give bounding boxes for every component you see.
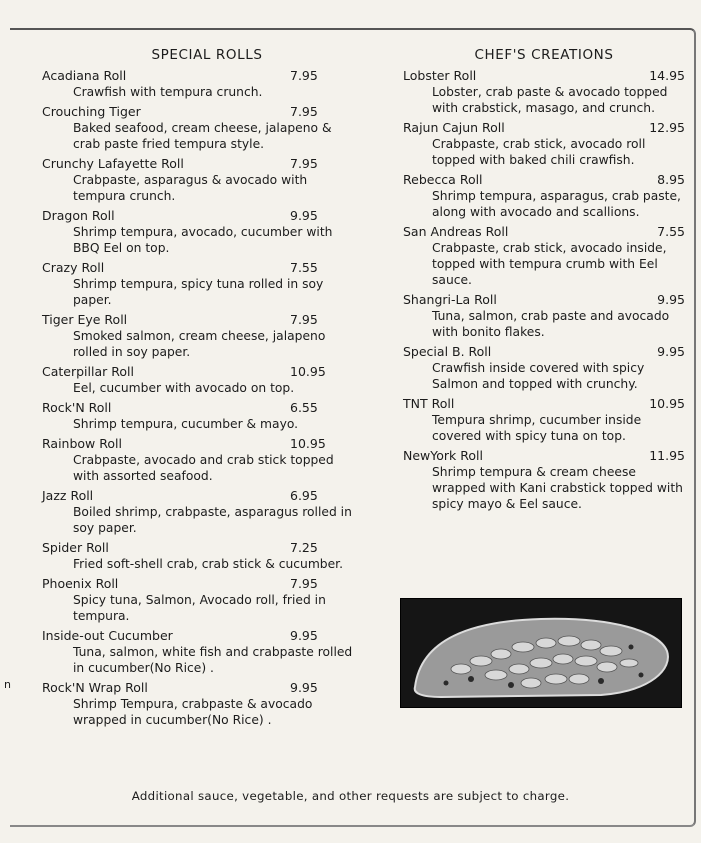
menu-item-header — [42, 400, 362, 416]
menu-item-price: 7.95 — [290, 156, 318, 171]
chefs-creations-list — [403, 68, 685, 512]
menu-item-name: TNT Roll — [403, 396, 455, 411]
menu-item-description: Baked seafood, cream cheese, jalapeno & crab paste fried tempura style. — [73, 121, 332, 151]
menu-item-price: 7.25 — [290, 540, 318, 555]
menu-item-price: 9.95 — [290, 628, 318, 643]
menu-item-description: Crabpaste, crab stick, avocado roll topped with baked chili crawfish. — [432, 137, 646, 167]
menu-item — [42, 156, 362, 204]
menu-item — [42, 68, 362, 100]
menu-item-name: San Andreas Roll — [403, 224, 509, 239]
menu-item-header — [42, 104, 362, 120]
sushi-platter-photo — [400, 598, 682, 708]
menu-item-price: 9.95 — [657, 292, 685, 307]
menu-item-price: 7.95 — [290, 104, 318, 119]
menu-item-price: 10.95 — [290, 436, 326, 451]
menu-item — [42, 540, 362, 572]
menu-item-header — [403, 120, 685, 136]
menu-item-price: 10.95 — [290, 364, 326, 379]
menu-item-name: Shangri-La Roll — [403, 292, 497, 307]
special-rolls-heading: SPECIAL ROLLS — [151, 47, 263, 63]
menu-item-name: Inside-out Cucumber — [42, 628, 173, 643]
menu-item — [403, 172, 685, 220]
menu-item-description: Spicy tuna, Salmon, Avocado roll, fried in tempura. — [73, 593, 326, 623]
menu-item-description: Smoked salmon, cream cheese, jalapeno rolled in soy paper. — [73, 329, 326, 359]
menu-item-description: Lobster, crab paste & avocado topped with crabstick, masago, and crunch. — [432, 85, 668, 115]
menu-item-description: Crabpaste, avocado and crab stick topped with assorted seafood. — [73, 453, 334, 483]
menu-item-price: 11.95 — [649, 448, 685, 463]
menu-item — [403, 448, 685, 512]
footer-note: Additional sauce, vegetable, and other requests are subject to charge. — [131, 789, 570, 803]
special-rolls-column — [42, 47, 362, 732]
menu-item-description: Shrimp tempura, cucumber & mayo. — [73, 417, 299, 431]
menu-item-description: Shrimp tempura, avocado, cucumber with BBQ Eel on top. — [73, 225, 333, 255]
menu-item-price: 8.95 — [657, 172, 685, 187]
menu-item-name: Rainbow Roll — [42, 436, 122, 451]
menu-item-header — [403, 448, 685, 464]
menu-item-header — [42, 364, 362, 380]
menu-item-description: Shrimp Tempura, crabpaste & avocado wrapped in cucumber(No Rice) . — [73, 697, 313, 727]
menu-item-header — [42, 488, 362, 504]
menu-item-price: 6.55 — [290, 400, 318, 415]
menu-item-header — [42, 540, 362, 556]
menu-item-name: Rock'N Wrap Roll — [42, 680, 148, 695]
menu-item-name: Crazy Roll — [42, 260, 105, 275]
menu-item-header — [42, 312, 362, 328]
menu-item-name: Rajun Cajun Roll — [403, 120, 505, 135]
menu-item-description: Crawfish with tempura crunch. — [73, 85, 263, 99]
menu-item-header — [42, 680, 362, 696]
menu-item-description: Tempura shrimp, cucumber inside covered with spicy tuna on top. — [432, 413, 642, 443]
menu-item — [42, 488, 362, 536]
menu-item-description: Eel, cucumber with avocado on top. — [73, 381, 295, 395]
menu-item-description: Shrimp tempura, asparagus, crab paste, along with avocado and scallions. — [432, 189, 681, 219]
menu-item — [403, 396, 685, 444]
menu-item-header — [42, 208, 362, 224]
menu-item-name: Rebecca Roll — [403, 172, 483, 187]
menu-item-name: NewYork Roll — [403, 448, 483, 463]
menu-item-price: 10.95 — [649, 396, 685, 411]
menu-item-description: Crabpaste, asparagus & avocado with tempura crunch. — [73, 173, 308, 203]
menu-item-name: Crunchy Lafayette Roll — [42, 156, 184, 171]
menu-item-price: 9.95 — [290, 208, 318, 223]
menu-item-description: Crawfish inside covered with spicy Salmon and topped with crunchy. — [432, 361, 645, 391]
menu-item-name: Tiger Eye Roll — [42, 312, 128, 327]
menu-item-price: 7.95 — [290, 68, 318, 83]
menu-item-header — [42, 436, 362, 452]
chefs-creations-heading: CHEF'S CREATIONS — [474, 47, 614, 63]
margin-mark: n — [4, 678, 11, 691]
menu-item-description: Tuna, salmon, white fish and crabpaste rolled in cucumber(No Rice) . — [73, 645, 353, 675]
menu-item-price: 7.95 — [290, 312, 318, 327]
menu-item-description: Boiled shrimp, crabpaste, asparagus rolled in soy paper. — [73, 505, 352, 535]
menu-item — [42, 400, 362, 432]
menu-item-name: Caterpillar Roll — [42, 364, 134, 379]
menu-item — [42, 436, 362, 484]
menu-item-price: 9.95 — [657, 344, 685, 359]
menu-item-header — [403, 224, 685, 240]
menu-item-price: 7.55 — [657, 224, 685, 239]
menu-item-description: Crabpaste, crab stick, avocado inside, topped with tempura crumb with Eel sauce. — [432, 241, 667, 287]
menu-item-price: 7.95 — [290, 576, 318, 591]
menu-item-name: Special B. Roll — [403, 344, 492, 359]
menu-item — [42, 364, 362, 396]
menu-item-name: Dragon Roll — [42, 208, 115, 223]
menu-item-description: Tuna, salmon, crab paste and avocado with bonito flakes. — [432, 309, 670, 339]
menu-item — [403, 224, 685, 288]
menu-item — [403, 292, 685, 340]
menu-item-header — [42, 156, 362, 172]
menu-item-header — [403, 172, 685, 188]
menu-item-name: Acadiana Roll — [42, 68, 127, 83]
menu-item — [42, 312, 362, 360]
menu-item-header — [42, 260, 362, 276]
menu-item-name: Lobster Roll — [403, 68, 477, 83]
menu-item-header — [403, 68, 685, 84]
sushi-platter-illustration — [401, 599, 681, 707]
menu-item-price: 6.95 — [290, 488, 318, 503]
menu-item-header — [42, 576, 362, 592]
special-rolls-list — [42, 68, 362, 728]
menu-item-name: Spider Roll — [42, 540, 109, 555]
menu-item-description: Shrimp tempura, spicy tuna rolled in soy paper. — [73, 277, 324, 307]
menu-item-price: 7.55 — [290, 260, 318, 275]
menu-item-price: 9.95 — [290, 680, 318, 695]
menu-item-header — [403, 344, 685, 360]
menu-item — [42, 260, 362, 308]
menu-item — [42, 208, 362, 256]
menu-item-description: Shrimp tempura & cream cheese wrapped with Kani crabstick topped with spicy mayo & Eel sauce. — [432, 465, 683, 511]
menu-item — [42, 104, 362, 152]
menu-item — [42, 576, 362, 624]
menu-item-header — [403, 396, 685, 412]
chefs-creations-column — [403, 47, 685, 516]
menu-item — [42, 680, 362, 728]
menu-item-price: 14.95 — [649, 68, 685, 83]
menu-item-header — [403, 292, 685, 308]
menu-item-description: Fried soft-shell crab, crab stick & cucumber. — [73, 557, 344, 571]
menu-item-price: 12.95 — [649, 120, 685, 135]
menu-item — [403, 344, 685, 392]
menu-item — [42, 628, 362, 676]
menu-item — [403, 68, 685, 116]
menu-item-name: Crouching Tiger — [42, 104, 141, 119]
menu-item-header — [42, 68, 362, 84]
menu-item — [403, 120, 685, 168]
menu-item-name: Rock'N Roll — [42, 400, 112, 415]
menu-item-name: Phoenix Roll — [42, 576, 119, 591]
menu-item-name: Jazz Roll — [42, 488, 94, 503]
menu-item-header — [42, 628, 362, 644]
